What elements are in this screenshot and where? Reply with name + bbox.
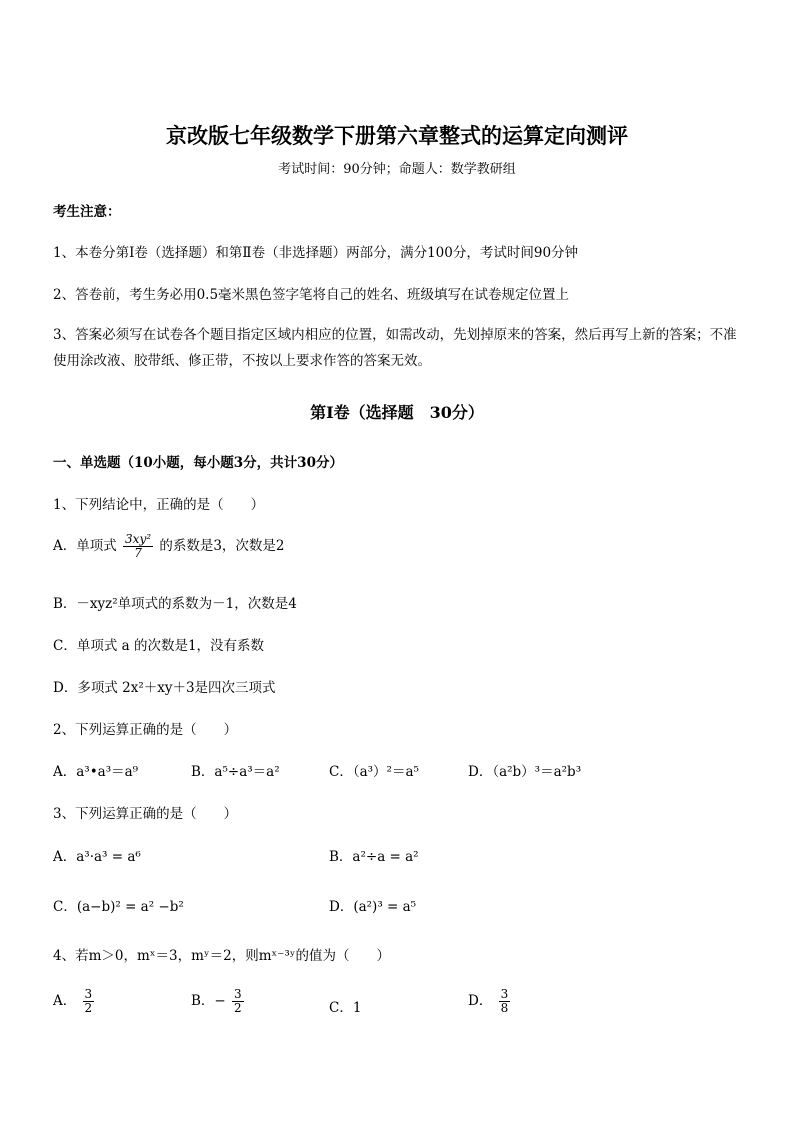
question-2-option-a: A．a³•a³＝a⁹: [53, 764, 139, 780]
fraction-numerator: 3: [500, 987, 509, 1001]
option-a-prefix: A．单项式: [53, 538, 117, 554]
question-3-option-b: B．a²÷a = a²: [329, 849, 419, 865]
question-3-stem: 3、下列运算正确的是（ ）: [53, 806, 238, 822]
page-title: 京改版七年级数学下册第六章整式的运算定向测评: [166, 123, 628, 148]
question-1-option-b: B．－xyz²单项式的系数为－1，次数是4: [53, 596, 297, 612]
question-1-option-d: D．多项式 2x²＋xy＋3是四次三项式: [53, 680, 276, 696]
question-2-option-d: D．（a²b）³＝a²b³: [468, 764, 582, 780]
question-2-option-b: B．a⁵÷a³＝a²: [191, 764, 280, 780]
fraction: [123, 533, 153, 560]
question-4-option-d: [468, 988, 512, 1015]
question-2-stem: 2、下列运算正确的是（ ）: [53, 722, 238, 738]
fraction-numerator: 3xy²: [125, 532, 152, 546]
section-title: 第Ⅰ卷（选择题 30分）: [310, 403, 484, 422]
question-4-option-c: C．1: [329, 1000, 362, 1016]
notice-item-1: 1、本卷分第Ⅰ卷（选择题）和第Ⅱ卷（非选择题）两部分，满分100分，考试时间90分钟: [53, 245, 579, 261]
question-2-option-c: C．（a³）²＝a⁵: [329, 764, 419, 780]
question-3-option-c: C．(a−b)² = a² −b²: [53, 899, 184, 915]
question-4-stem: 4、若m＞0，mˣ＝3，mʸ＝2，则mˣ⁻³ʸ的值为（ ）: [53, 948, 390, 964]
question-3-option-d: D．(a²)³ = a⁵: [329, 899, 417, 915]
fraction-numerator: 3: [84, 987, 93, 1001]
question-1-option-c: C．单项式 a 的次数是1，没有系数: [53, 638, 265, 654]
option-a-prefix: A．: [53, 993, 77, 1009]
question-1-stem: 1、下列结论中，正确的是（ ）: [53, 497, 265, 513]
fraction-denominator: 2: [84, 1001, 93, 1015]
fraction-numerator: 3: [234, 987, 242, 1001]
fraction: [83, 988, 95, 1015]
question-4-option-a: [53, 988, 96, 1015]
option-b-prefix: B．−: [191, 993, 226, 1009]
notice-heading: 考生注意：: [53, 204, 121, 220]
fraction: [232, 988, 244, 1015]
option-a-suffix: 的系数是3，次数是2: [159, 538, 285, 554]
question-1-option-a: [53, 533, 285, 560]
fraction-denominator: 8: [500, 1001, 509, 1015]
fraction-denominator: 2: [234, 1001, 242, 1015]
option-d-prefix: D．: [468, 993, 493, 1009]
question-4-option-b: [191, 988, 246, 1015]
fraction: [499, 988, 511, 1015]
question-3-option-a: A．a³·a³ = a⁶: [53, 849, 141, 865]
notice-item-3: 3、答案必须写在试卷各个题目指定区域内相应的位置，如需改动，先划掉原来的答案，然后再写上新的答案；不准使用涂改液、胶带纸、修正带，不按以上要求作答的答案无效。: [53, 327, 737, 369]
part-heading: 一、单选题（10小题，每小题3分，共计30分）: [53, 455, 343, 471]
fraction-denominator: 7: [134, 546, 142, 560]
notice-item-2: 2、答卷前，考生务必用0.5毫米黑色签字笔将自己的姓名、班级填写在试卷规定位置上: [53, 287, 570, 303]
exam-info: 考试时间：90分钟；命题人：数学教研组: [278, 162, 516, 177]
